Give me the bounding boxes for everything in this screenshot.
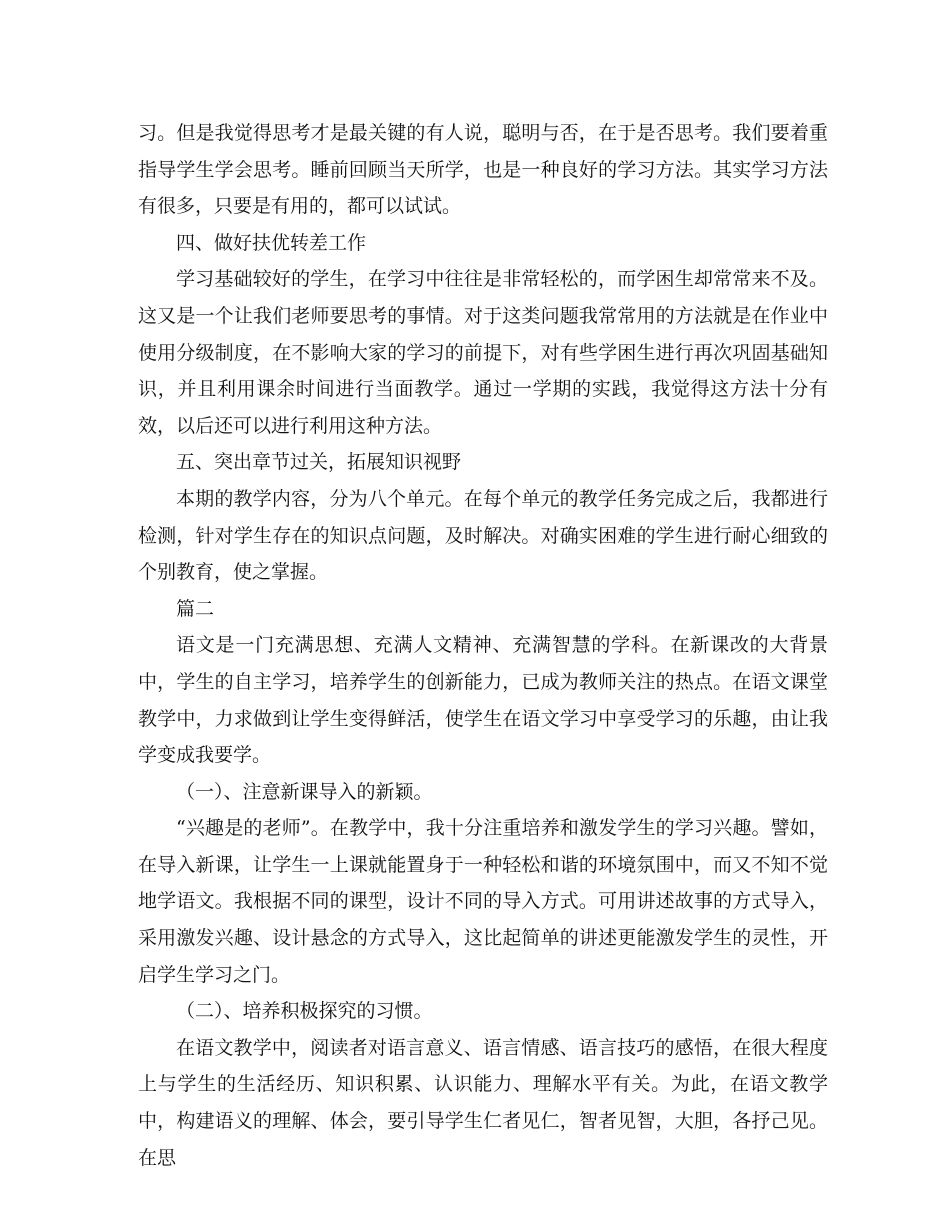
subsection-heading-one: （一）、注意新课导入的新颖。 — [176, 780, 433, 803]
section-heading-five: 五、突出章节过关，拓展知识视野 — [176, 451, 462, 474]
paragraph: 本期的教学内容，分为八个单元。在每个单元的教学任务完成之后，我都进行检测，针对学生存在的知识点问题，及时解决。对确实困难的学生进行耐心细致的个别教育，使之掌握。 — [138, 487, 828, 584]
paragraph-continuation: 习。但是我觉得思考才是最关键的有人说，聪明与否，在于是否思考。我们要着重指导学生学会思考。睡前回顾当天所学，也是一种良好的学习方法。其实学习方法有很多，只要是有用的，都可以试试。 — [138, 122, 828, 218]
paragraph: 语文是一门充满思想、充满人文精神、充满智慧的学科。在新课改的大背景中，学生的自主学习，培养学生的创新能力，已成为教师关注的热点。在语文课堂教学中，力求做到让学生变得鲜活，使学生在语文学习中享受学习的乐趣，由让我学变成我要学。 — [138, 634, 828, 767]
paragraph: 学习基础较好的学生，在学习中往往是非常轻松的，而学困生却常常来不及。这又是一个让我们老师要思考的事情。对于这类问题我常常用的方法就是在作业中使用分级制度，在不影响大家的学习的前提下，对有些学困生进行再次巩固基础知识，并且利用课余时间进行当面教学。通过一学期的实践，我觉得这方法十分有效，以后还可以进行利用这种方法。 — [138, 268, 828, 437]
paragraph: 在语文教学中，阅读者对语言意义、语言情感、语言技巧的感悟，在很大程度上与学生的生活经历、知识积累、认识能力、理解水平有关。为此，在语文教学中，构建语义的理解、体会，要引导学生仁者见仁，智者见智，大胆，各抒己见。在思 — [138, 1036, 828, 1169]
section-heading-four: 四、做好扶优转差工作 — [176, 231, 367, 254]
paragraph: “兴趣是的老师”。在教学中，我十分注重培养和激发学生的学习兴趣。譬如，在导入新课，让学生一上课就能置身于一种轻松和谐的环境氛围中，而又不知不觉地学语文。我根据不同的课型，设计不同的导入方式。可用讲述故事的方式导入，采用激发兴趣、设计悬念的方式导入，这比起简单的讲述更能激发学生的灵性，开启学生学习之门。 — [138, 817, 828, 986]
subsection-heading-two: （二）、培养积极探究的习惯。 — [176, 1000, 433, 1023]
document-body — [138, 115, 828, 1176]
part-heading: 篇二 — [176, 597, 215, 620]
